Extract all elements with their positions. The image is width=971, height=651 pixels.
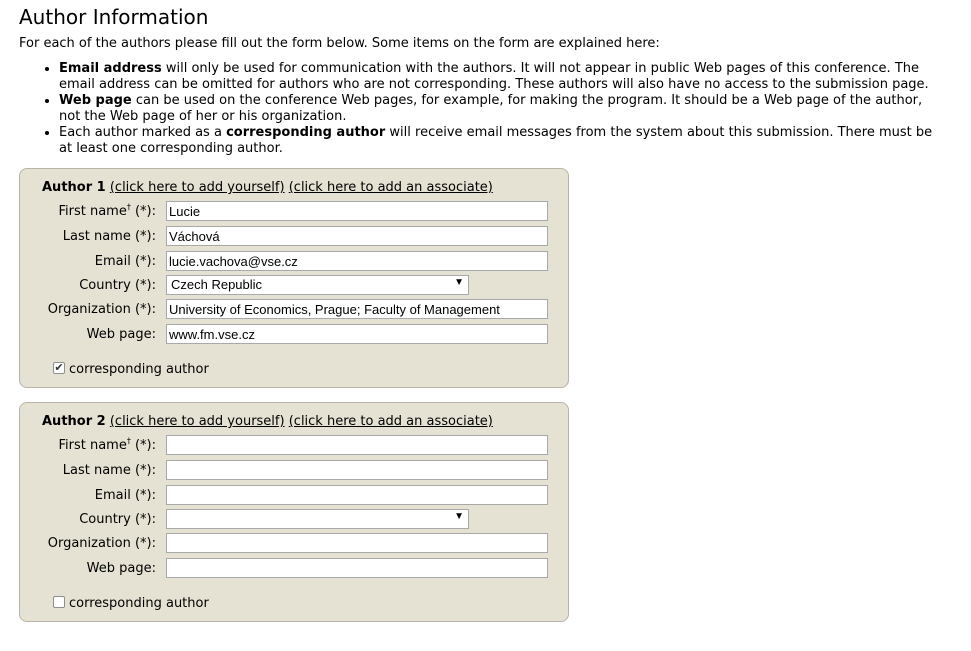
- organization-field[interactable]: [166, 299, 548, 319]
- chevron-down-icon: ▼: [454, 277, 464, 288]
- email-field[interactable]: [166, 485, 548, 505]
- organization-label: Organization (*):: [47, 302, 156, 317]
- note-text: will receive email messages from the system about this submission. There must be at least one corresponding author.: [59, 125, 933, 156]
- corresponding-label: corresponding author: [69, 596, 209, 611]
- last-name-field[interactable]: [166, 460, 548, 480]
- web-page-field[interactable]: [166, 558, 548, 578]
- add-associate-link[interactable]: (click here to add an associate): [288, 180, 493, 195]
- country-row: [20, 275, 550, 295]
- add-yourself-link[interactable]: (click here to add yourself): [109, 414, 285, 429]
- organization-label: Organization (*):: [47, 536, 156, 551]
- first-name-row: [20, 435, 550, 455]
- note-bold: corresponding author: [226, 125, 386, 140]
- country-selected-value: Czech Republic: [171, 277, 263, 292]
- note-text: will only be used for communication with the authors. It will not appear in public Web pages of this conference. The email address can be omitted for authors who are not corresponding. These authors will also have no access to the submission page.: [59, 61, 929, 92]
- organization-row: [20, 533, 550, 553]
- notes-list: [19, 61, 939, 157]
- first-name-label: First name† (*):: [58, 436, 156, 453]
- web-page-label: Web page:: [86, 327, 156, 342]
- author-1-box: [19, 168, 569, 388]
- web-page-label: Web page:: [86, 561, 156, 576]
- chevron-down-icon: ▼: [454, 511, 464, 522]
- last-name-row: [20, 226, 550, 246]
- last-name-row: [20, 460, 550, 480]
- intro-text: For each of the authors please fill out the form below. Some items on the form are explained here:: [19, 36, 660, 51]
- page-title: Author Information: [19, 5, 209, 29]
- corresponding-checkbox[interactable]: [53, 596, 65, 608]
- last-name-label: Last name (*):: [62, 463, 156, 478]
- country-row: [20, 509, 550, 529]
- email-label: Email (*):: [94, 488, 156, 503]
- web-page-row: [20, 558, 550, 578]
- note-email: [59, 61, 939, 93]
- note-text: can be used on the conference Web pages, for example, for making the program. It should be a Web page of the author, not the Web page of her or his organization.: [59, 93, 923, 124]
- country-select[interactable]: [166, 275, 469, 295]
- country-select[interactable]: [166, 509, 469, 529]
- email-field[interactable]: [166, 251, 548, 271]
- last-name-label: Last name (*):: [62, 229, 156, 244]
- first-name-row: [20, 201, 550, 221]
- first-name-label: First name† (*):: [58, 202, 156, 219]
- corresponding-checkbox[interactable]: [53, 362, 65, 374]
- author-2-box: [19, 402, 569, 622]
- note-web-page: [59, 93, 939, 125]
- author-heading: Author 2: [42, 414, 106, 429]
- last-name-field[interactable]: [166, 226, 548, 246]
- author-2-header: [42, 414, 493, 429]
- email-row: [20, 251, 550, 271]
- checkmark-icon: ✔: [54, 361, 64, 374]
- note-bold: Web page: [59, 93, 132, 108]
- email-label: Email (*):: [94, 254, 156, 269]
- first-name-field[interactable]: [166, 435, 548, 455]
- note-pre: Each author marked as a: [59, 125, 227, 140]
- corresponding-label: corresponding author: [69, 362, 209, 377]
- add-yourself-link[interactable]: (click here to add yourself): [109, 180, 285, 195]
- author-heading: Author 1: [42, 180, 106, 195]
- note-bold: Email address: [59, 61, 162, 76]
- web-page-field[interactable]: [166, 324, 548, 344]
- web-page-row: [20, 324, 550, 344]
- author-1-header: [42, 180, 493, 195]
- note-corresponding: [59, 125, 939, 157]
- add-associate-link[interactable]: (click here to add an associate): [288, 414, 493, 429]
- organization-field[interactable]: [166, 533, 548, 553]
- first-name-field[interactable]: [166, 201, 548, 221]
- email-row: [20, 485, 550, 505]
- country-label: Country (*):: [79, 278, 156, 293]
- country-label: Country (*):: [79, 512, 156, 527]
- organization-row: [20, 299, 550, 319]
